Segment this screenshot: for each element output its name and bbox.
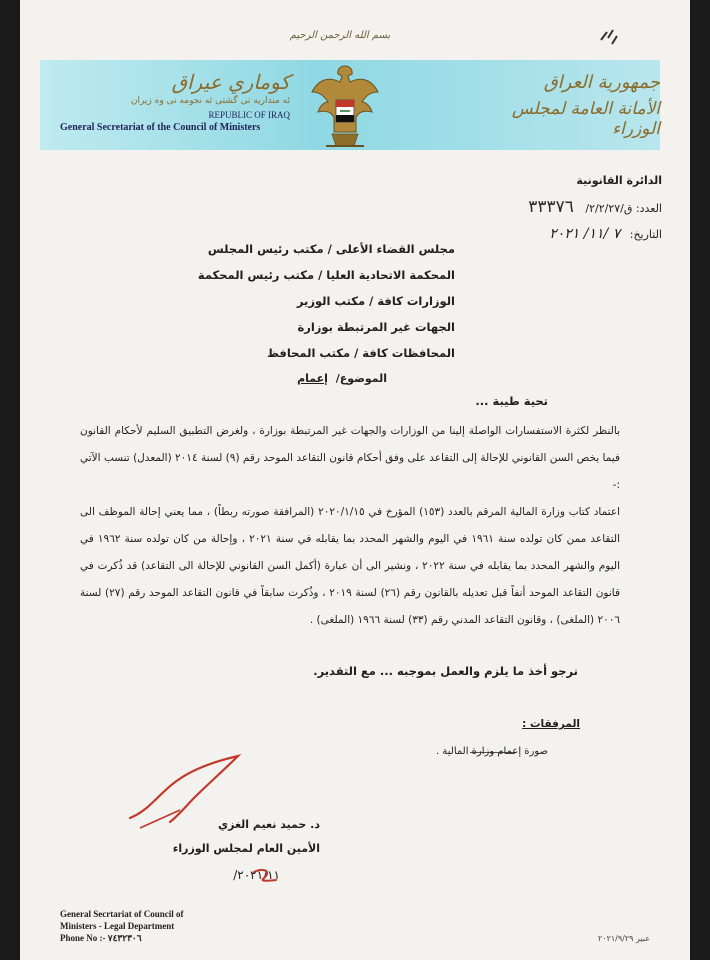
- english-secretariat: General Secretariat of the Council of Ministers: [60, 122, 261, 133]
- recipient-line: الوزارات كافة / مكتب الوزير: [296, 294, 455, 308]
- closing-line: نرجو أخذ ما يلزم والعمل بموجبه ... مع التقدير.: [313, 664, 578, 678]
- basmala: بسم الله الرحمن الرحيم: [289, 30, 391, 41]
- department-label: الدائرة القانونية: [576, 174, 662, 187]
- document-page: [20, 0, 690, 960]
- attachment-item: صورة إعمام وزارة المالية .: [436, 746, 548, 757]
- handwritten-day-mark-icon: [250, 866, 282, 886]
- arabic-subtitle: الأمانة العامة لمجلس الوزراء: [511, 99, 660, 139]
- english-republic: REPUBLIC OF IRAQ: [208, 110, 290, 120]
- kurdish-title: كوماري عيراق: [171, 70, 290, 94]
- signatory-title: الأمين العام لمجلس الوزراء: [172, 842, 320, 855]
- reference-number: [528, 197, 662, 217]
- kurdish-subtitle: ئه منداريه تى گشتى ئه نجومه نى وه زيران: [130, 96, 290, 106]
- body-paragraph: اعتماد كتاب وزارة المالية المرقم بالعدد (١٥٣) المؤرخ في ٢٠٢٠/١/١٥ (المرافقة صورته ربطاً) ، مما يعني إحالة الموظف الى التقاعد ممن كان تولده سنة ١٩٦١ في اليوم والشهر المحدد بما يقابله في سنة ٢٠٢١ ، وإحالة من كان تولده سنة ١٩٦٢ في اليوم والشهر المحدد بما يقابله في سنة ٢٠٢٢ ، ونشير الى أن عبارة (أكمل السن القانوني للإحالة الى التقاعد) قد ذُكرت في قانون التقاعد الموحد أنفاً قبل تعديله بالقانون رقم (٢٦) لسنة ٢٠١٩ ، وذُكرت سابقاً في قانون التقاعد الموحد رقم (٢٧) لسنة ٢٠٠٦ (الملغى) ، وقانون التقاعد المدني رقم (٣٣) لسنة ١٩٦٦ (الملغى) .: [80, 506, 621, 626]
- recipient-line: المحافظات كافة / مكتب المحافظ: [266, 346, 455, 360]
- greeting: تحية طيبة ...: [475, 394, 548, 408]
- letter-date: [549, 226, 662, 242]
- date-value: ٧ /١١/ ٢٠٢١: [549, 226, 621, 242]
- subject-line: [297, 372, 387, 385]
- footer-line: General Secrtariat of Council of: [60, 909, 184, 919]
- eagle-emblem-icon: [310, 62, 380, 154]
- footer-line: Phone No :- ٧٤٣٢٣٠٦: [60, 933, 142, 943]
- kurdish-letterhead: [60, 70, 290, 133]
- footer-contact: [60, 908, 183, 944]
- footer-line: Ministers - Legal Department: [60, 921, 175, 931]
- number-label: العدد: ق/٢/٢/٢٧/: [585, 202, 662, 215]
- number-value: ٣٣٣٧٦: [528, 197, 574, 217]
- subject-label: الموضوع/: [335, 372, 387, 385]
- footer-note: عبير ٢٠٢١/٩/٢٩: [597, 934, 650, 943]
- handwritten-mark-icon: [598, 26, 620, 48]
- body-paragraph: بالنظر لكثرة الاستفسارات الواصلة إلينا من الوزارات والجهات غير المرتبطة بوزارة ، ولغرض التطبيق السليم لأحكام القانون فيما يخص السن القانوني للإحالة إلى التقاعد على وفق أحكام قانون التقاعد الموحد رقم (٩) لسنة ٢٠١٤ (المعدل) تنسب الآتي :-: [80, 425, 620, 491]
- signatory-name: د. حميد نعيم الغزي: [218, 818, 320, 831]
- recipient-line: مجلس القضاء الأعلى / مكتب رئيس المجلس: [207, 242, 455, 256]
- subject-value: إعمام: [297, 372, 328, 385]
- arabic-letterhead: [490, 72, 660, 139]
- recipients-list: [198, 236, 455, 366]
- signatory-date: ٢٠٢١/١١/: [233, 868, 280, 882]
- recipient-line: الجهات غير المرتبطة بوزارة: [297, 320, 455, 334]
- date-label: التاريخ:: [629, 228, 662, 241]
- letter-body: [80, 418, 620, 634]
- attachments-label: المرفقات :: [522, 718, 580, 730]
- recipient-line: المحكمة الاتحادية العليا / مكتب رئيس المحكمة: [197, 268, 455, 282]
- arabic-title: جمهورية العراق: [543, 72, 660, 93]
